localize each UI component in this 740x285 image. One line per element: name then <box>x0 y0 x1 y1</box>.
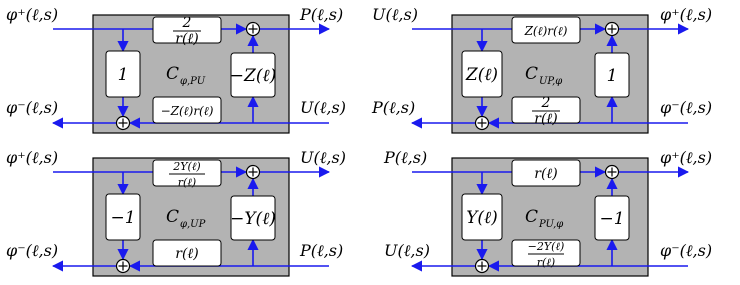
diagram-phi-up <box>6 148 346 276</box>
top-gain-box <box>512 160 580 186</box>
label-bottom-right: U(ℓ,s) <box>300 98 346 117</box>
right-gain-box-label: 1 <box>606 66 618 86</box>
bottom-gain-box-denominator: r(ℓ) <box>536 256 556 269</box>
top-gain-box-numerator: 2Y(ℓ) <box>173 160 201 173</box>
diagram-phi-pu <box>6 5 346 133</box>
bottom-summing-junction <box>476 117 489 130</box>
label-top-left: φ⁺(ℓ,s) <box>6 148 59 167</box>
top-gain-box-denominator: r(ℓ) <box>177 176 197 189</box>
top-summing-junction <box>247 23 260 36</box>
label-top-right: φ⁺(ℓ,s) <box>660 5 713 24</box>
left-gain-box <box>106 194 140 240</box>
label-bottom-right: φ⁻(ℓ,s) <box>660 241 713 260</box>
bottom-gain-box <box>512 95 580 127</box>
label-top-right: φ⁺(ℓ,s) <box>660 148 713 167</box>
bottom-gain-box-numerator: −2Y(ℓ) <box>527 240 565 253</box>
label-bottom-right: P(ℓ,s) <box>300 241 344 260</box>
right-gain-box-label: −1 <box>599 209 625 229</box>
system-name: C <box>165 207 179 227</box>
system-name: C <box>524 207 538 227</box>
left-gain-box-label: Y(ℓ) <box>466 208 498 228</box>
label-top-left: P(ℓ,s) <box>384 148 428 167</box>
system-name: C <box>165 64 179 84</box>
top-gain-box <box>512 17 580 43</box>
top-gain-box <box>153 160 221 189</box>
label-bottom-left: φ⁻(ℓ,s) <box>6 98 59 117</box>
bottom-summing-junction <box>117 260 130 273</box>
top-gain-box-denominator: r(ℓ) <box>175 31 199 47</box>
right-gain-box-label: −Y(ℓ) <box>230 209 276 229</box>
bottom-gain-box <box>153 97 221 123</box>
right-gain-box-label: −Z(ℓ) <box>229 66 277 86</box>
top-gain-box-numerator: 2 <box>182 15 192 31</box>
diagram-up-phi <box>371 5 712 133</box>
bottom-gain-box <box>512 240 580 269</box>
right-gain-box <box>230 196 276 240</box>
bottom-gain-box <box>153 240 221 266</box>
label-top-left: φ⁺(ℓ,s) <box>6 5 59 24</box>
top-gain-box-label: Z(ℓ)r(ℓ) <box>524 24 568 38</box>
left-gain-box-label: Z(ℓ) <box>465 65 499 85</box>
top-summing-junction <box>606 166 619 179</box>
left-gain-box-label: 1 <box>117 65 129 85</box>
system-name-subscript: φ,PU <box>180 76 206 87</box>
top-gain-box-label: r(ℓ) <box>534 166 558 182</box>
left-gain-box <box>106 51 140 97</box>
diagram-pu-phi <box>383 148 712 276</box>
bottom-summing-junction <box>117 117 130 130</box>
system-name-subscript: UP,φ <box>539 76 563 87</box>
label-bottom-right: φ⁻(ℓ,s) <box>660 98 713 117</box>
bottom-summing-junction <box>476 260 489 273</box>
bottom-gain-box-label: −Z(ℓ)r(ℓ) <box>160 104 214 118</box>
left-gain-box <box>462 194 502 240</box>
label-top-left: U(ℓ,s) <box>372 5 418 24</box>
label-bottom-left: P(ℓ,s) <box>372 98 416 117</box>
system-name-subscript: PU,φ <box>539 219 564 230</box>
label-top-right: U(ℓ,s) <box>300 148 346 167</box>
top-gain-box <box>153 15 221 47</box>
left-gain-box <box>462 51 502 97</box>
system-name-subscript: φ,UP <box>180 219 206 230</box>
bottom-gain-box-numerator: 2 <box>541 95 551 111</box>
label-bottom-left: U(ℓ,s) <box>384 241 430 260</box>
label-top-right: P(ℓ,s) <box>300 5 344 24</box>
right-gain-box <box>230 53 276 97</box>
right-gain-box <box>595 196 629 240</box>
top-summing-junction <box>247 166 260 179</box>
system-name: C <box>524 64 538 84</box>
label-bottom-left: φ⁻(ℓ,s) <box>6 241 59 260</box>
right-gain-box <box>595 53 629 97</box>
left-gain-box-label: −1 <box>110 208 136 228</box>
bottom-gain-box-label: r(ℓ) <box>175 246 199 262</box>
top-summing-junction <box>606 23 619 36</box>
bottom-gain-box-denominator: r(ℓ) <box>534 111 558 127</box>
